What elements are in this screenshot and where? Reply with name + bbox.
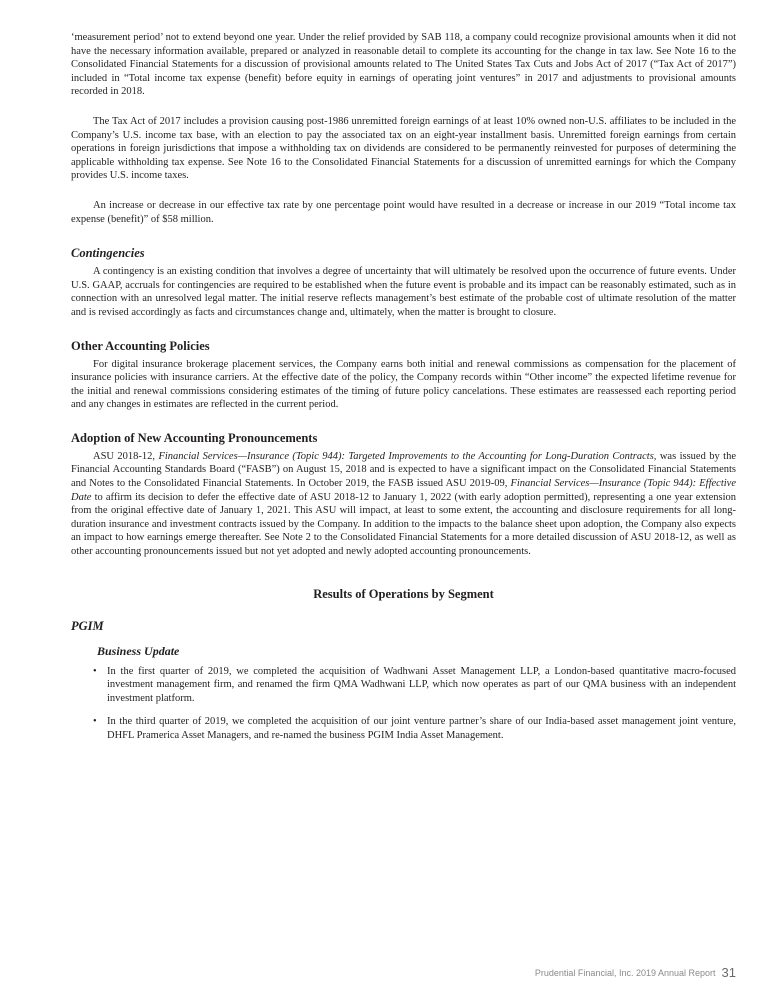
heading-other-accounting-policies: Other Accounting Policies	[71, 338, 210, 353]
paragraph-contingencies: A contingency is an existing condition that involves a degree of uncertainty that will ultimately be resolved upon the occurrence of future events. Under U.S. GAAP, accruals for contingencies are required to be established when the future event is probable and its impact can be reasonably estimated, such as in connection with an unresolved legal matter. The initial reserve reflects management’s best estimate of the probable cost of ultimate resolution of the matter and is revised accordingly as facts and circumstances change and, ultimately, when the matter is brought to closure.	[71, 266, 736, 318]
heading-results-of-operations: Results of Operations by Segment	[313, 586, 494, 601]
heading-business-update: Business Update	[97, 643, 180, 658]
footer-publication: Prudential Financial, Inc. 2019 Annual Report	[534, 968, 716, 978]
paragraph-adoption	[71, 450, 736, 559]
bullet-icon: •	[93, 665, 97, 677]
heading-adoption-new-pronouncements: Adoption of New Accounting Pronouncements	[71, 430, 318, 445]
heading-contingencies: Contingencies	[71, 246, 145, 261]
list-item-text: In the first quarter of 2019, we completed the acquisition of Wadhwani Asset Management LLP, a London-based quantitative macro-focused investment management firm, and renamed the firm QMA Wadhwani LLP, which now operates as part of our QMA business with an independent investment platform.	[107, 665, 736, 704]
paragraph-other-accounting-policies: For digital insurance brokerage placement services, the Company earns both initial and renewal commissions as compensation for the placement of insurance policies with insurance carriers. At the effective date of the policy, the Company records within “Other income” the expected lifetime revenue for the initial and renewal commissions considering estimates of the timing of future policy cancelations. These estimates are reassessed each reporting period and any changes in estimates are reflected in the current period.	[71, 358, 736, 411]
page-footer	[535, 966, 736, 980]
adoption-text-1: ASU 2018-12,	[93, 450, 159, 462]
adoption-italic-title-2: Financial Services—Insurance (Topic 944): Effective Date	[71, 478, 736, 503]
paragraph-sab118: ‘measurement period’ not to extend beyond one year. Under the relief provided by SAB 118, a company could recognize provisional amounts when it did not have the necessary information available, prepared or analyzed in reasonable detail to complete its accounting for the change in tax law. See Note 16 to the Consolidated Financial Statements for a discussion of provisional amounts related to The United States Tax Cuts and Jobs Act of 2017 (“Tax Act of 2017”) included in “Total income tax expense (benefit) before equity in earnings of operating joint ventures” in 2017 and adjustments to provisional amounts recorded in 2018.	[71, 32, 736, 98]
page-number: 31	[721, 965, 736, 980]
bullet-icon: •	[93, 716, 97, 728]
list-item	[71, 665, 736, 706]
adoption-text-3: to affirm its decision to defer the effective date of ASU 2018-12 to January 1, 2022 (with early adoption permitted), representing a one year extension from the original effective date of January 1, 2021. This ASU will impact, at least to some extent, the accounting and disclosure requirements for all long-duration insurance and investment contracts issued by the Company. In addition to the impacts to the balance sheet upon adoption, the Company also expects an impact to how earnings emerge thereafter. See Note 2 to the Consolidated Financial Statements for a more detailed discussion of ASU 2018-12, as well as other accounting pronouncements issued but not yet adopted and newly adopted accounting pronouncements.	[71, 491, 736, 558]
adoption-italic-title-1: Financial Services—Insurance (Topic 944): Targeted Improvements to the Accounting for Long-Duration Contracts,	[158, 450, 657, 462]
document-page	[71, 0, 736, 743]
heading-segment-pgim: PGIM	[71, 618, 104, 633]
paragraph-effective-tax-rate: An increase or decrease in our effective tax rate by one percentage point would have resulted in a decrease or increase in our 2019 “Total income tax expense (benefit)” of $58 million.	[71, 199, 736, 225]
business-update-list	[71, 665, 736, 743]
paragraph-tax-act: The Tax Act of 2017 includes a provision causing post-1986 unremitted foreign earnings of at least 10% owned non-U.S. affiliates to be included in the Company’s U.S. income tax base, with an election to pay the associated tax on an eight-year installment basis. Unremitted foreign earnings from certain operations in foreign jurisdictions that impose a withholding tax on dividends are considered to be permanently reinvested for purposes of determining the applicable withholding tax expense. See Note 16 to the Consolidated Financial Statements for a discussion of unremitted earnings for which the Company provides U.S. income taxes.	[71, 115, 736, 182]
list-item	[71, 715, 736, 742]
list-item-text: In the third quarter of 2019, we completed the acquisition of our joint venture partner’s share of our India-based asset management joint venture, DHFL Pramerica Asset Managers, and re-named the business PGIM India Asset Management.	[107, 716, 736, 741]
adoption-text-2: was issued by the Financial Accounting Standards Board (“FASB”) on August 15, 2018 and is expected to have a significant impact on the Consolidated Financial Statements and Notes to the Consolidated Financial Statements. In October 2019, the FASB issued ASU 2019-09,	[71, 450, 736, 490]
